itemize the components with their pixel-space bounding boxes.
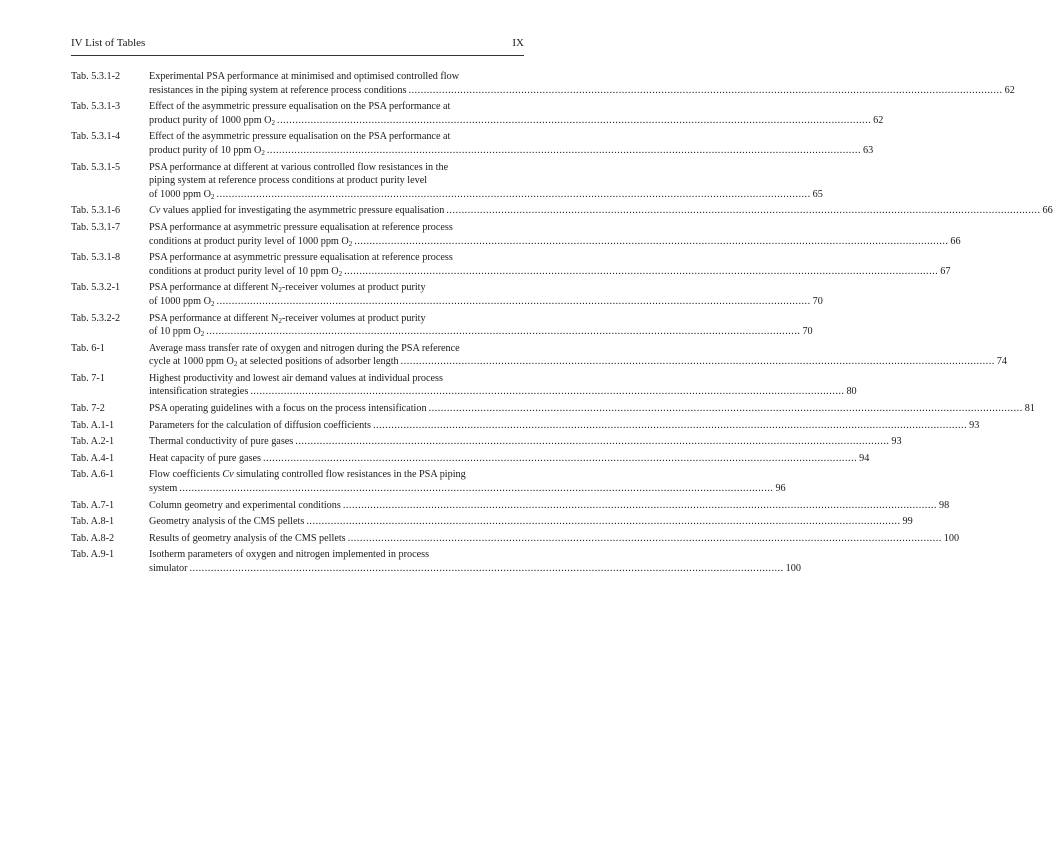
- subscript: 2: [210, 192, 215, 201]
- caption-line: Highest productivity and lowest air demand values at individual process: [149, 372, 443, 384]
- caption-text: Flow coefficients: [149, 469, 223, 481]
- caption-text: [149, 562, 187, 576]
- page-number[interactable]: 70: [802, 326, 813, 338]
- table-list-entry[interactable]: [71, 532, 960, 546]
- caption-text: [149, 385, 248, 399]
- caption-line: Effect of the asymmetric pressure equalisation on the PSA performance at: [149, 101, 451, 113]
- dot-leader: [401, 355, 995, 369]
- table-number: Tab. A.8-1: [71, 516, 115, 528]
- dot-leader: [354, 235, 948, 249]
- caption-text: [149, 295, 214, 309]
- caption-text: [149, 452, 261, 466]
- caption-text: at selected positions of adsorber length: [237, 356, 399, 368]
- page-number[interactable]: 99: [902, 516, 913, 528]
- dot-leader: [216, 188, 810, 202]
- subscript: 2: [210, 299, 215, 308]
- page-number[interactable]: 63: [862, 144, 874, 156]
- page-number[interactable]: 66: [1042, 205, 1053, 217]
- subscript: 2: [278, 316, 282, 325]
- caption-line: Isotherm parameters of oxygen and nitrogen implemented in process: [149, 549, 430, 561]
- table-caption: [149, 372, 857, 399]
- caption-text: -receiver volumes at product purity: [281, 312, 426, 324]
- caption-text: Parameters for the calculation of diffusion coefficients: [149, 419, 371, 431]
- page-number[interactable]: 100: [943, 532, 960, 544]
- dot-leader: [348, 532, 942, 546]
- dot-leader: [408, 84, 1002, 98]
- caption-text: PSA performance at different N: [149, 282, 279, 294]
- page-number[interactable]: 96: [775, 483, 786, 495]
- dot-leader: [206, 325, 800, 339]
- table-number: Tab. A.4-1: [71, 452, 115, 464]
- caption-line: [149, 468, 786, 482]
- table-caption: [149, 419, 979, 433]
- subscript: 2: [338, 269, 343, 278]
- caption-text: [149, 532, 346, 546]
- dot-leader: [446, 204, 1040, 218]
- page-number[interactable]: 93: [969, 419, 980, 431]
- caption-line: PSA performance at asymmetric pressure equalisation at reference process: [149, 221, 453, 233]
- caption-text: Thermal conductivity of pure gases: [149, 436, 294, 448]
- table-number: Tab. 5.3.1-4: [71, 131, 121, 143]
- dot-leader: [373, 419, 967, 433]
- caption-line: Effect of the asymmetric pressure equalisation on the PSA performance at: [149, 131, 451, 143]
- table-caption: [149, 204, 1053, 218]
- caption-text: resistances in the piping system at reference process conditions: [149, 84, 407, 96]
- running-header: [71, 37, 524, 55]
- caption-text: Geometry analysis of the CMS pellets: [149, 516, 305, 528]
- caption-text: simulator: [149, 563, 188, 574]
- caption-text: [149, 482, 177, 496]
- caption-last-line: [149, 325, 813, 339]
- caption-text: [149, 265, 342, 279]
- table-list-entry[interactable]: [71, 221, 961, 248]
- caption-text: of 1000 ppm O: [149, 188, 211, 200]
- subscript: 2: [233, 360, 238, 369]
- table-list-entry[interactable]: [71, 130, 874, 157]
- table-number: Tab. 5.3.2-2: [71, 312, 121, 324]
- dot-leader: [250, 385, 844, 399]
- table-caption: [149, 70, 1015, 97]
- table-caption: [149, 342, 1007, 369]
- caption-last-line: [149, 295, 823, 309]
- caption-last-line: [149, 385, 857, 399]
- table-list-entry[interactable]: [71, 468, 786, 495]
- caption-last-line: [149, 435, 902, 449]
- table-number: Tab. A.6-1: [71, 469, 115, 481]
- symbol-italic: Cv: [149, 205, 161, 217]
- caption-line: [149, 312, 813, 326]
- caption-text: [149, 402, 427, 416]
- table-number: Tab. 5.3.1-8: [71, 252, 121, 264]
- caption-text: conditions at product purity level of 1000 ppm O: [149, 235, 349, 247]
- caption-text: product purity of 1000 ppm O: [149, 114, 272, 126]
- caption-last-line: [149, 402, 1035, 416]
- subscript: 2: [348, 239, 353, 248]
- table-list-entry[interactable]: [71, 402, 1035, 416]
- table-caption: [149, 312, 813, 339]
- page-number[interactable]: 100: [785, 563, 801, 574]
- list-of-tables: [71, 70, 1053, 579]
- caption-line: [149, 281, 823, 295]
- page-number[interactable]: 70: [812, 295, 823, 307]
- caption-text: Heat capacity of pure gases: [149, 452, 262, 464]
- table-caption: [149, 548, 801, 575]
- table-number: Tab. A.2-1: [71, 436, 115, 448]
- caption-text: -receiver volumes at product purity: [281, 282, 426, 294]
- table-list-entry[interactable]: [71, 515, 913, 529]
- table-caption: [149, 452, 869, 466]
- page-number[interactable]: 98: [938, 499, 950, 511]
- caption-line: Experimental PSA performance at minimised and optimised controlled flow: [149, 71, 460, 82]
- caption-text: [149, 84, 406, 98]
- caption-text: [149, 204, 444, 218]
- caption-last-line: [149, 355, 1007, 369]
- caption-last-line: [149, 188, 823, 202]
- dot-leader: [343, 499, 937, 513]
- dot-leader: [179, 482, 773, 496]
- caption-text: of 10 ppm O: [149, 326, 201, 338]
- caption-text: PSA performance at different N: [149, 312, 279, 324]
- table-number: Tab. 7-1: [71, 372, 105, 384]
- header-page-number: IX: [512, 37, 524, 49]
- caption-text: [149, 515, 304, 529]
- table-list-entry[interactable]: [71, 251, 951, 278]
- caption-text: intensification strategies: [149, 386, 249, 398]
- dot-leader: [189, 562, 783, 576]
- page-number[interactable]: 94: [859, 452, 870, 464]
- caption-line: PSA performance at different at various controlled flow resistances in the: [149, 161, 449, 173]
- caption-text: values applied for investigating the asymmetric pressure equalisation: [160, 205, 445, 217]
- caption-line: Average mass transfer rate of oxygen and nitrogen during the PSA reference: [149, 342, 460, 354]
- caption-text: [149, 435, 293, 449]
- dot-leader: [263, 452, 857, 466]
- dot-leader: [306, 515, 900, 529]
- dot-leader: [267, 144, 861, 158]
- header-section-title: IV List of Tables: [71, 37, 146, 49]
- caption-text: [149, 419, 371, 433]
- caption-text: Column geometry and experimental conditions: [149, 499, 341, 511]
- caption-last-line: [149, 84, 1015, 98]
- caption-last-line: [149, 532, 959, 546]
- caption-text: system: [149, 483, 178, 495]
- caption-text: Results of geometry analysis of the CMS pellets: [149, 532, 346, 544]
- page-number[interactable]: 66: [950, 235, 961, 247]
- subscript: 2: [278, 286, 282, 295]
- caption-last-line: [149, 515, 913, 529]
- caption-text: [149, 325, 204, 339]
- table-list-entry[interactable]: [71, 281, 823, 308]
- caption-last-line: [149, 235, 961, 249]
- table-list-entry[interactable]: [71, 452, 870, 466]
- page-number[interactable]: 81: [1024, 403, 1035, 415]
- table-number: Tab. 5.3.1-5: [71, 161, 121, 173]
- table-number: Tab. A.8-2: [71, 532, 115, 544]
- table-list-entry[interactable]: [71, 204, 1053, 218]
- caption-text: [149, 235, 352, 249]
- caption-last-line: [149, 562, 801, 576]
- dot-leader: [277, 114, 871, 128]
- dot-leader: [216, 295, 810, 309]
- table-list-entry[interactable]: [71, 372, 857, 399]
- page-number[interactable]: 62: [1004, 84, 1015, 96]
- table-list-entry[interactable]: [71, 312, 813, 339]
- caption-text: simulating controlled flow resistances in the PSA piping: [233, 469, 466, 481]
- caption-text: [149, 499, 341, 513]
- table-number: Tab. 6-1: [71, 342, 105, 354]
- table-list-entry[interactable]: [71, 161, 823, 202]
- page-number[interactable]: 74: [996, 356, 1007, 368]
- caption-last-line: [149, 114, 883, 128]
- caption-text: conditions at product purity level of 10 ppm O: [149, 265, 339, 277]
- table-number: Tab. 5.3.1-2: [71, 71, 121, 82]
- table-number: Tab. A.1-1: [71, 419, 115, 431]
- table-caption: [149, 435, 902, 449]
- caption-text: PSA operating guidelines with a focus on the process intensification: [149, 403, 427, 415]
- table-list-entry[interactable]: [71, 70, 1015, 97]
- dot-leader: [344, 265, 938, 279]
- table-caption: [149, 281, 823, 308]
- page-number[interactable]: 80: [846, 386, 857, 398]
- table-caption: [149, 251, 950, 278]
- table-caption: [149, 468, 786, 495]
- table-number: Tab. A.7-1: [71, 499, 115, 511]
- caption-last-line: [149, 452, 869, 466]
- subscript: 2: [271, 118, 276, 127]
- table-number: Tab. 5.3.1-7: [71, 221, 121, 233]
- caption-text: [149, 355, 399, 369]
- table-caption: [149, 532, 959, 546]
- table-caption: [149, 161, 823, 202]
- caption-last-line: [149, 265, 950, 279]
- table-list-entry[interactable]: [71, 100, 884, 127]
- table-caption: [149, 402, 1035, 416]
- table-number: Tab. 5.3.2-1: [71, 282, 121, 294]
- table-number: Tab. 5.3.1-3: [71, 101, 121, 113]
- caption-last-line: [149, 499, 949, 513]
- table-caption: [149, 221, 961, 248]
- caption-text: cycle at 1000 ppm O: [149, 356, 234, 368]
- table-number: Tab. 7-2: [71, 403, 105, 415]
- symbol-italic: Cv: [222, 469, 234, 481]
- caption-last-line: [149, 204, 1053, 218]
- caption-text: [149, 144, 265, 158]
- header-rule: [71, 55, 524, 56]
- table-list-entry[interactable]: [71, 342, 1007, 369]
- caption-last-line: [149, 419, 979, 433]
- table-number: Tab. A.9-1: [71, 549, 115, 561]
- caption-last-line: [149, 482, 786, 496]
- page-number[interactable]: 65: [812, 188, 823, 200]
- table-number: Tab. 5.3.1-6: [71, 205, 121, 217]
- caption-line: PSA performance at asymmetric pressure equalisation at reference process: [149, 252, 453, 264]
- table-caption: [149, 515, 913, 529]
- table-list-entry[interactable]: [71, 499, 950, 513]
- caption-text: [149, 188, 214, 202]
- dot-leader: [295, 435, 889, 449]
- table-caption: [149, 499, 949, 513]
- dot-leader: [429, 402, 1023, 416]
- caption-text: [149, 114, 275, 128]
- table-list-entry[interactable]: [71, 548, 801, 575]
- page-number[interactable]: 93: [891, 436, 902, 448]
- subscript: 2: [261, 148, 265, 157]
- caption-text: of 1000 ppm O: [149, 295, 211, 307]
- caption-text: product purity of 10 ppm O: [149, 144, 262, 156]
- table-caption: [149, 100, 883, 127]
- caption-line: piping system at reference process conditions at product purity level: [149, 175, 428, 187]
- table-list-entry[interactable]: [71, 419, 980, 433]
- page-number[interactable]: 62: [873, 114, 884, 126]
- subscript: 2: [200, 330, 205, 339]
- table-caption: [149, 130, 873, 157]
- table-list-entry[interactable]: [71, 435, 902, 449]
- caption-last-line: [149, 144, 873, 158]
- page-number[interactable]: 67: [940, 265, 951, 277]
